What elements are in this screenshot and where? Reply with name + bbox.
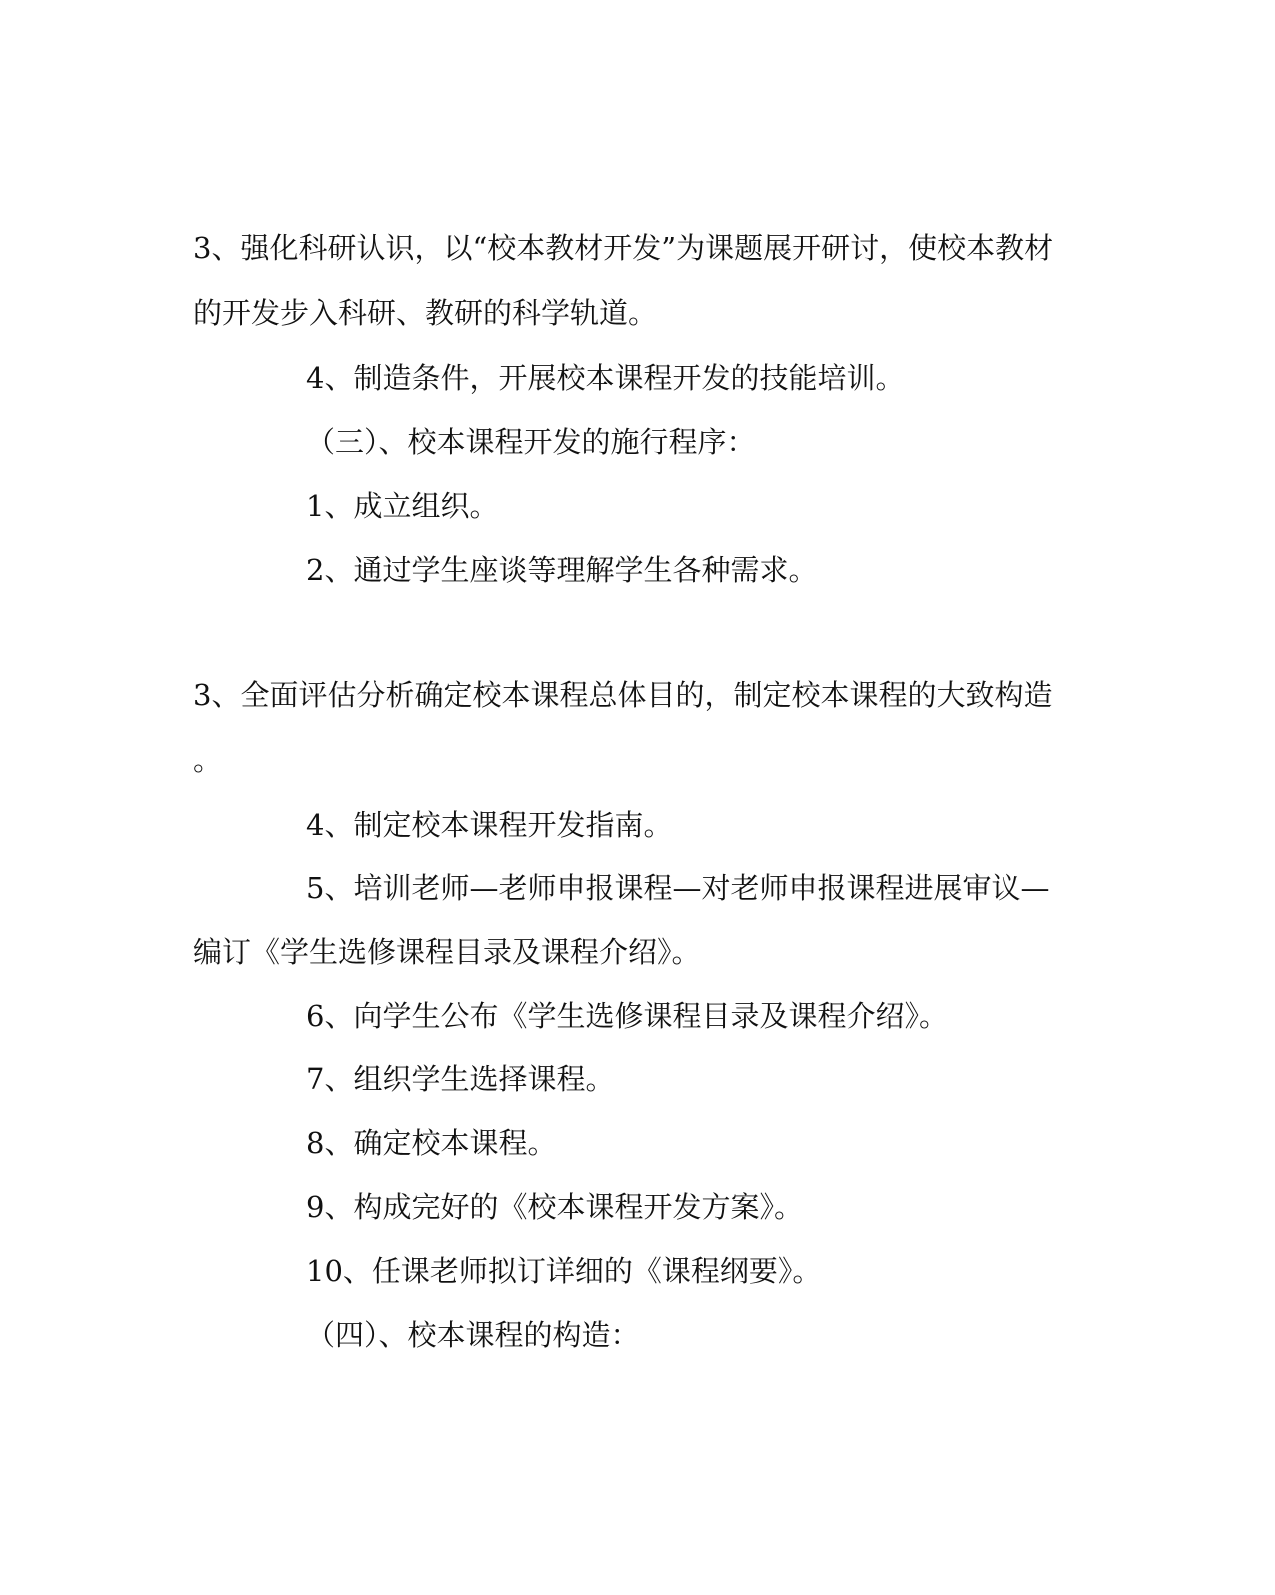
paragraph-line: 2、通过学生座谈等理解学生各种需求。: [306, 553, 818, 587]
paragraph-line: 1、成立组织。: [306, 489, 499, 523]
paragraph-line: 4、制造条件，开展校本课程开发的技能培训。: [306, 361, 905, 395]
paragraph-line: 6、向学生公布《学生选修课程目录及课程介绍》。: [306, 999, 948, 1033]
paragraph-line: 编订《学生选修课程目录及课程介绍》。: [193, 935, 701, 969]
paragraph-line: 5、培训老师—老师申报课程—对老师申报课程进展审议—: [306, 871, 1050, 905]
section-heading: （三）、校本课程开发的施行程序：: [306, 425, 756, 459]
paragraph-line: 8、确定校本课程。: [306, 1126, 557, 1160]
paragraph-line: 3、全面评估分析确定校本课程总体目的，制定校本课程的大致构造: [193, 678, 1053, 712]
paragraph-line: 10、任课老师拟订详细的《课程纲要》。: [306, 1254, 822, 1288]
paragraph-line: 7、组织学生选择课程。: [306, 1062, 615, 1096]
paragraph-line: 的开发步入科研、教研的科学轨道。: [193, 296, 658, 330]
paragraph-line: 9、构成完好的《校本课程开发方案》。: [306, 1190, 803, 1224]
paragraph-line: 。: [193, 743, 223, 777]
paragraph-line: 4、制定校本课程开发指南。: [306, 808, 673, 842]
paragraph-line: 3、强化科研认识，以“校本教材开发”为课题展开研讨，使校本教材: [193, 231, 1054, 265]
section-heading: （四）、校本课程的构造：: [306, 1318, 640, 1352]
